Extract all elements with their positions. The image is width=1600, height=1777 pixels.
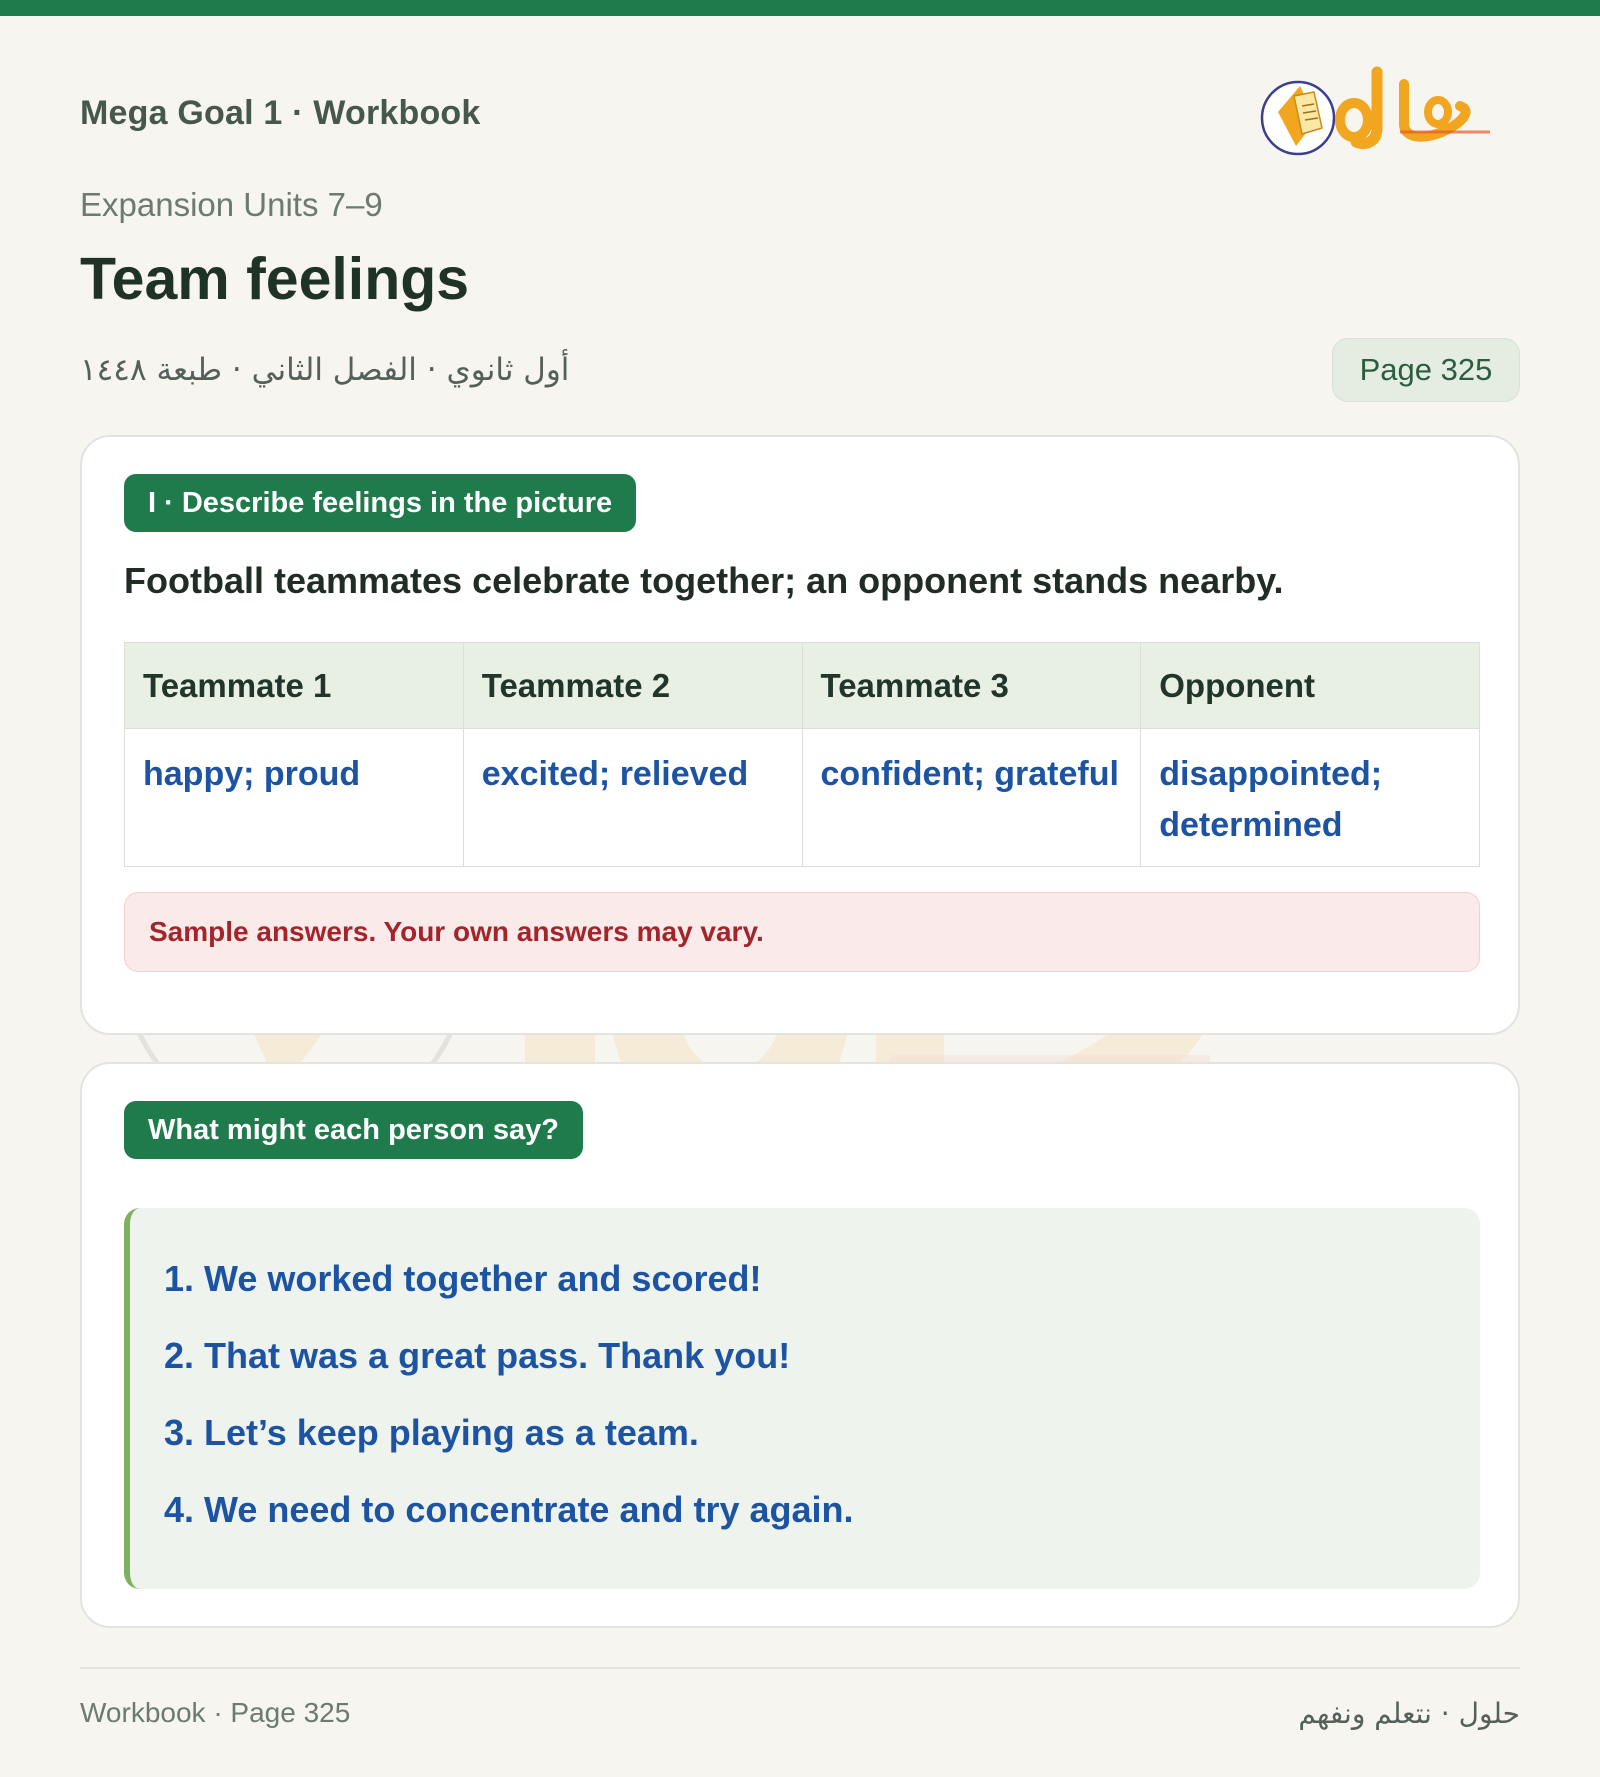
section-badge-describe: I · Describe feelings in the picture (124, 474, 636, 532)
logo-text: حلول (1458, 162, 1461, 163)
page-title: Team feelings (80, 246, 470, 312)
footer-tagline: حلول · نتعلم ونفهم (1298, 1697, 1520, 1730)
arabic-meta: أول ثانوي · الفصل الثاني · طبعة ١٤٤٨ (80, 352, 570, 388)
speech-card (80, 1062, 1520, 1628)
scenario-text: Football teammates celebrate together; an opponent stands nearby. (124, 560, 1284, 601)
book-title: Mega Goal 1 · Workbook (80, 94, 481, 132)
answer-item: 1. We worked together and scored! (164, 1258, 762, 1299)
table-row (125, 729, 1480, 867)
table-cell: happy; proud (125, 729, 464, 867)
column-header: Teammate 1 (125, 643, 464, 729)
answer-item: 3. Let’s keep playing as a team. (164, 1412, 699, 1453)
feelings-card (80, 435, 1520, 1035)
footer-divider (80, 1667, 1520, 1669)
hulul-logo (1258, 62, 1508, 170)
section-badge-say: What might each person say? (124, 1101, 583, 1159)
answer-item: 4. We need to concentrate and try again. (164, 1489, 854, 1530)
answer-item: 2. That was a great pass. Thank you! (164, 1335, 791, 1376)
footer-page-label: Workbook · Page 325 (80, 1697, 351, 1728)
column-header: Teammate 3 (802, 643, 1141, 729)
table-cell: confident; grateful (802, 729, 1141, 867)
column-header: Teammate 2 (463, 643, 802, 729)
feelings-table (124, 642, 1480, 867)
column-header: Opponent (1141, 643, 1480, 729)
top-accent-bar (0, 0, 1600, 16)
answers-box (124, 1208, 1480, 1589)
table-cell: excited; relieved (463, 729, 802, 867)
sample-answers-note: Sample answers. Your own answers may vary. (124, 892, 1480, 972)
unit-label: Expansion Units 7–9 (80, 186, 383, 223)
page-number-pill: Page 325 (1332, 338, 1520, 402)
table-cell: disappointed; determined (1141, 729, 1480, 867)
